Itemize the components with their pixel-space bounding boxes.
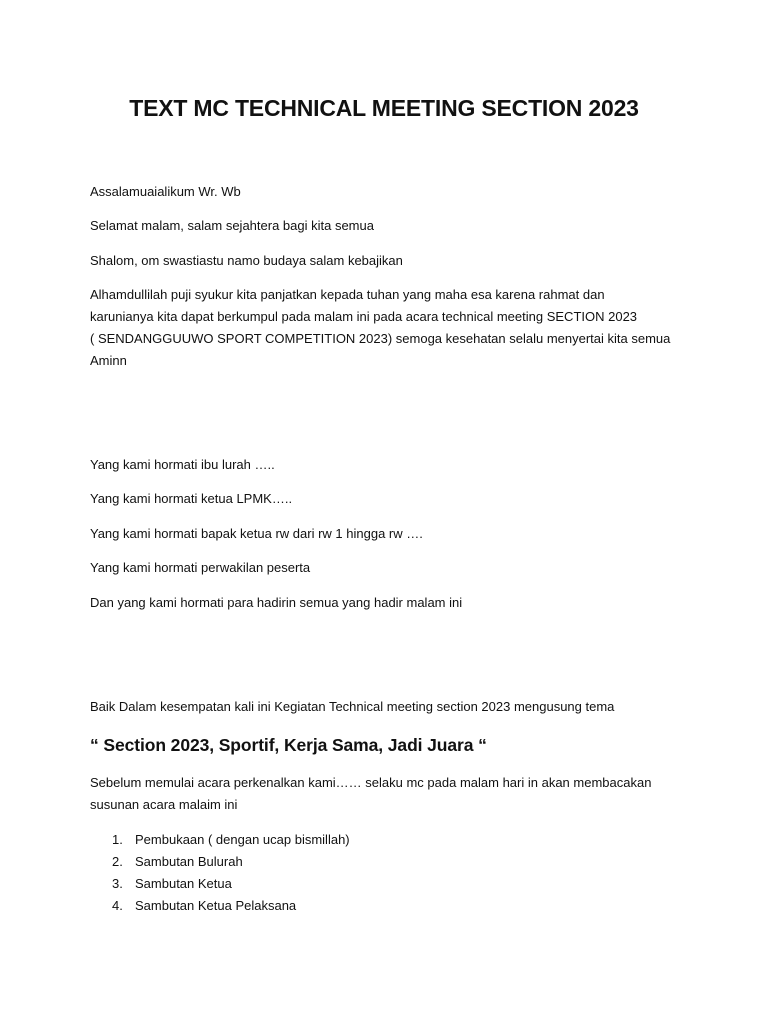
agenda-item-number: 4. xyxy=(112,898,123,913)
theme-intro-text: Baik Dalam kesempatan kali ini Kegiatan Technical meeting section 2023 mengusung tema xyxy=(90,699,615,714)
honor-line: Dan yang kami hormati para hadirin semua yang hadir malam ini xyxy=(90,595,463,610)
theme-heading: “ Section 2023, Sportif, Kerja Sama, Jadi Juara “ xyxy=(90,735,487,755)
opening-line: ( SENDANGGUUWO SPORT COMPETITION 2023) semoga kesehatan selalu menyertai kita semua xyxy=(90,331,671,346)
agenda-item-text: Sambutan Ketua Pelaksana xyxy=(135,898,297,913)
opening-line: Aminn xyxy=(90,353,127,368)
document-title: TEXT MC TECHNICAL MEETING SECTION 2023 xyxy=(129,95,639,121)
agenda-item-number: 2. xyxy=(112,854,123,869)
agenda-item-text: Pembukaan ( dengan ucap bismillah) xyxy=(135,832,350,847)
agenda-item-text: Sambutan Bulurah xyxy=(135,854,243,869)
intro-line: Sebelum memulai acara perkenalkan kami…… selaku mc pada malam hari in akan membacakan xyxy=(90,775,652,790)
opening-line: karunianya kita dapat berkumpul pada malam ini pada acara technical meeting SECTION 2023 xyxy=(90,309,638,324)
opening-line: Alhamdullilah puji syukur kita panjatkan kepada tuhan yang maha esa karena rahmat dan xyxy=(90,287,605,302)
intro-line: susunan acara malaim ini xyxy=(90,797,238,812)
welcome-text: Selamat malam, salam sejahtera bagi kita semua xyxy=(90,218,374,233)
honor-line: Yang kami hormati bapak ketua rw dari rw 1 hingga rw …. xyxy=(90,526,423,541)
honor-line: Yang kami hormati perwakilan peserta xyxy=(90,560,311,575)
agenda-item-number: 1. xyxy=(112,832,123,847)
greeting-text: Assalamuaialikum Wr. Wb xyxy=(90,184,241,199)
shalom-text: Shalom, om swastiastu namo budaya salam kebajikan xyxy=(90,253,403,268)
honor-line: Yang kami hormati ketua LPMK….. xyxy=(90,491,293,506)
agenda-item-number: 3. xyxy=(112,876,123,891)
honor-line: Yang kami hormati ibu lurah ….. xyxy=(90,457,275,472)
agenda-item-text: Sambutan Ketua xyxy=(135,876,232,891)
